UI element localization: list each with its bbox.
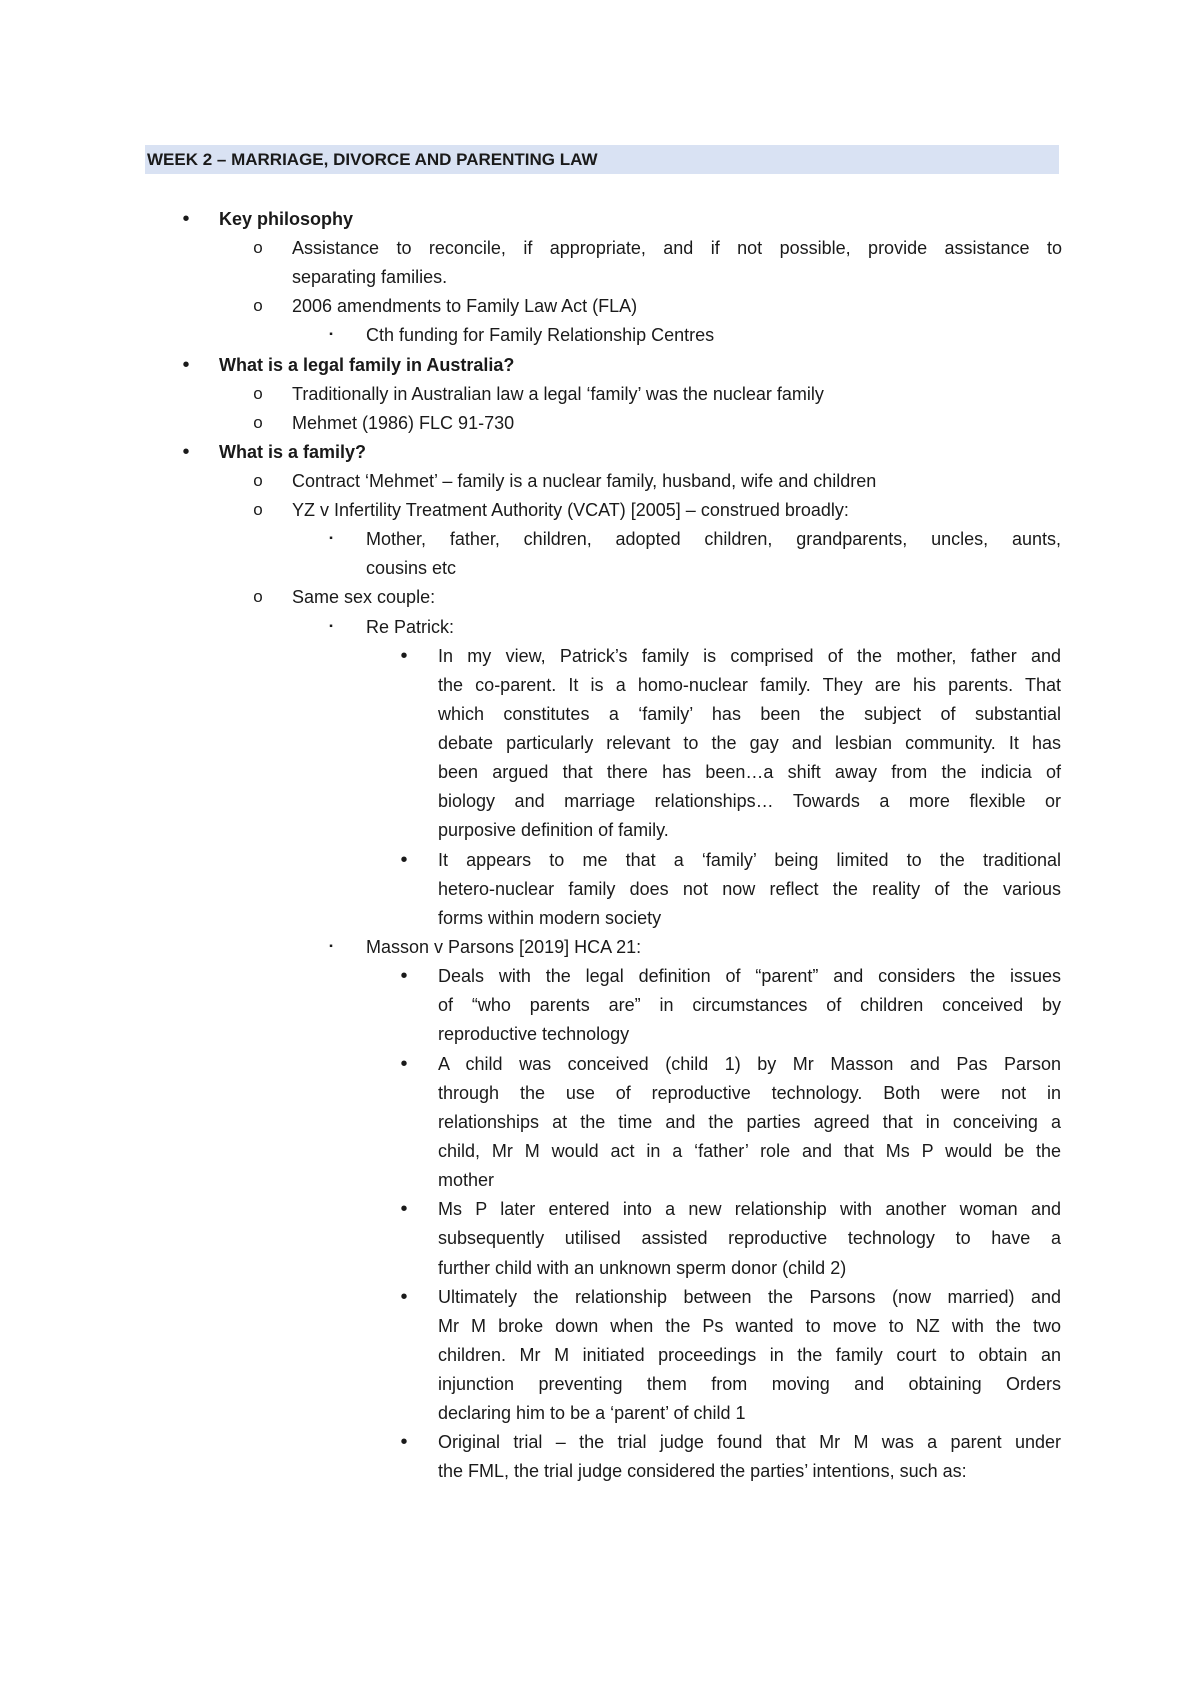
bullet-dot-icon: • <box>400 1431 408 1453</box>
text-line: the co-parent. It is a homo-nuclear family. They are his parents. That <box>438 675 1061 695</box>
page-heading: WEEK 2 – MARRIAGE, DIVORCE AND PARENTING LAW <box>145 145 1059 174</box>
text-line: declaring him to be a ‘parent’ of child 1 <box>438 1403 746 1423</box>
bullet-dot-icon: • <box>400 1198 408 1220</box>
text-line: purposive definition of family. <box>438 820 669 840</box>
text-line: Masson v Parsons [2019] HCA 21: <box>366 937 642 957</box>
text-line: A child was conceived (child 1) by Mr Masson and Pas Parson <box>438 1054 1061 1074</box>
bullet-dot-icon: • <box>182 354 190 376</box>
bullet-circle-icon: o <box>253 413 263 432</box>
text-line: Mother, father, children, adopted children, grandparents, uncles, aunts, <box>366 529 1061 549</box>
text-line: YZ v Infertility Treatment Authority (VCAT) [2005] – construed broadly: <box>292 500 849 520</box>
text-line: relationships at the time and the parties agreed that in conceiving a <box>438 1112 1061 1132</box>
text-line: Deals with the legal definition of “parent” and considers the issues <box>438 966 1061 986</box>
bullet-circle-icon: o <box>253 384 263 403</box>
bullet-dot-icon: • <box>400 1286 408 1308</box>
text-line: Mr M broke down when the Ps wanted to move to NZ with the two <box>438 1316 1061 1336</box>
text-line: Contract ‘Mehmet’ – family is a nuclear family, husband, wife and children <box>292 471 877 491</box>
bullet-square-icon: ▪ <box>329 621 333 632</box>
text-line: subsequently utilised assisted reproductive technology to have a <box>438 1228 1061 1248</box>
bullet-square-icon: ▪ <box>329 329 333 340</box>
text-line: of “who parents are” in circumstances of children conceived by <box>438 995 1061 1015</box>
text-line: child, Mr M would act in a ‘father’ role and that Ms P would be the <box>438 1141 1061 1161</box>
bullet-circle-icon: o <box>253 296 263 315</box>
text-line: Cth funding for Family Relationship Centres <box>366 325 715 345</box>
text-line: injunction preventing them from moving and obtaining Orders <box>438 1374 1061 1394</box>
text-line: mother <box>438 1170 495 1190</box>
text-line: In my view, Patrick’s family is comprised of the mother, father and <box>438 646 1061 666</box>
text-line: separating families. <box>292 267 448 287</box>
text-line: It appears to me that a ‘family’ being limited to the traditional <box>438 850 1061 870</box>
text-line: What is a family? <box>219 442 367 462</box>
bullet-circle-icon: o <box>253 587 263 606</box>
text-line: through the use of reproductive technology. Both were not in <box>438 1083 1061 1103</box>
text-line: 2006 amendments to Family Law Act (FLA) <box>292 296 638 316</box>
text-line: cousins etc <box>366 558 457 578</box>
text-line: Traditionally in Australian law a legal ‘family’ was the nuclear family <box>292 384 824 404</box>
bullet-dot-icon: • <box>182 208 190 230</box>
text-line: biology and marriage relationships… Towards a more flexible or <box>438 791 1061 811</box>
text-line: reproductive technology <box>438 1024 630 1044</box>
bullet-dot-icon: • <box>400 645 408 667</box>
text-line: forms within modern society <box>438 908 662 928</box>
text-line: Key philosophy <box>219 209 354 229</box>
text-line: debate particularly relevant to the gay and lesbian community. It has <box>438 733 1061 753</box>
text-line: Mehmet (1986) FLC 91-730 <box>292 413 515 433</box>
text-line: Original trial – the trial judge found that Mr M was a parent under <box>438 1432 1061 1452</box>
text-line: Same sex couple: <box>292 587 436 607</box>
bullet-circle-icon: o <box>253 238 263 257</box>
bullet-square-icon: ▪ <box>329 533 333 544</box>
bullet-dot-icon: • <box>400 965 408 987</box>
text-line: children. Mr M initiated proceedings in the family court to obtain an <box>438 1345 1061 1365</box>
bullet-dot-icon: • <box>400 849 408 871</box>
text-line: which constitutes a ‘family’ has been the subject of substantial <box>438 704 1061 724</box>
text-line: Ultimately the relationship between the Parsons (now married) and <box>438 1287 1061 1307</box>
bullet-dot-icon: • <box>400 1053 408 1075</box>
bullet-square-icon: ▪ <box>329 941 333 952</box>
bullet-circle-icon: o <box>253 471 263 490</box>
text-line: the FML, the trial judge considered the parties’ intentions, such as: <box>438 1461 967 1481</box>
text-line: What is a legal family in Australia? <box>219 355 515 375</box>
text-line: hetero-nuclear family does not now reflect the reality of the various <box>438 879 1061 899</box>
text-line: Assistance to reconcile, if appropriate, and if not possible, provide assistance to <box>292 238 1062 258</box>
text-line: further child with an unknown sperm donor (child 2) <box>438 1258 847 1278</box>
text-line: been argued that there has been…a shift away from the indicia of <box>438 762 1061 782</box>
bullet-dot-icon: • <box>182 441 190 463</box>
text-line: Re Patrick: <box>366 617 455 637</box>
text-line: Ms P later entered into a new relationship with another woman and <box>438 1199 1061 1219</box>
bullet-circle-icon: o <box>253 500 263 519</box>
